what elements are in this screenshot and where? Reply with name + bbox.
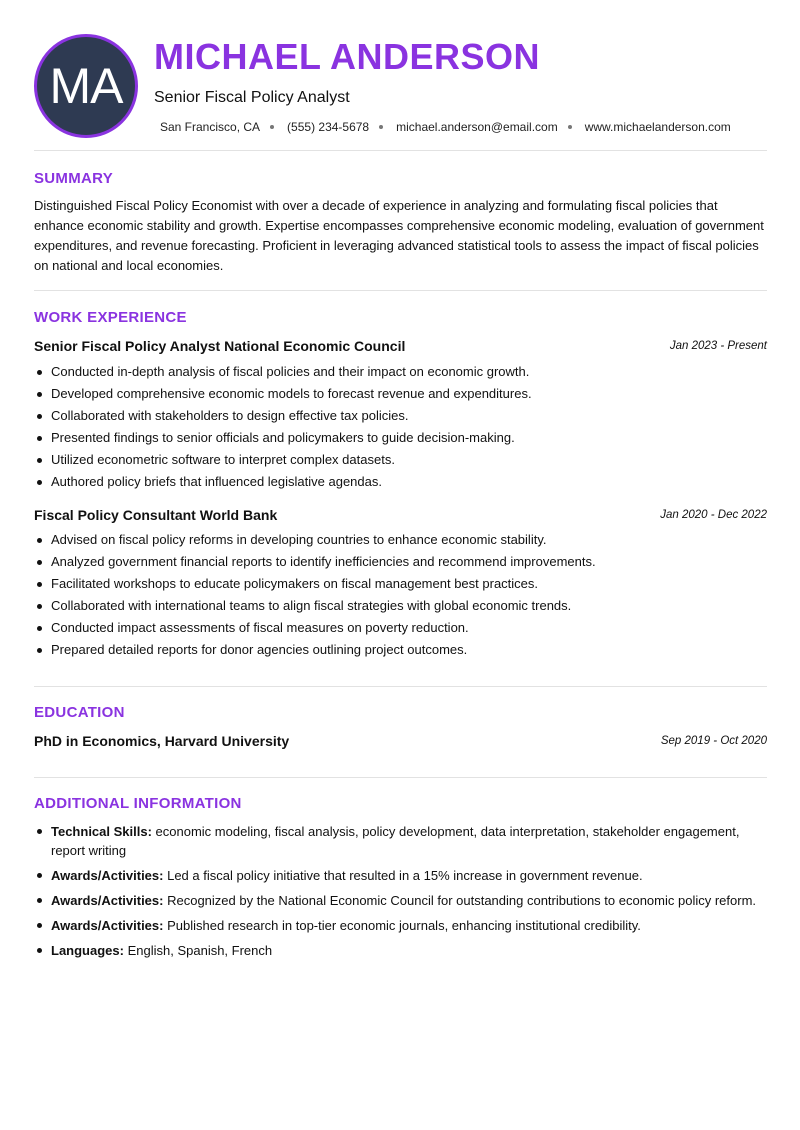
education-heading: EDUCATION: [34, 704, 125, 721]
job-bullets: [34, 363, 767, 495]
job-header: [34, 338, 767, 356]
section-divider: [34, 290, 767, 291]
list-item: Collaborated with stakeholders to design effective tax policies.: [34, 407, 767, 429]
list-item: Authored policy briefs that influenced legislative agendas.: [34, 473, 767, 495]
additional-list: [34, 822, 767, 966]
resume-header: [34, 34, 767, 138]
summary-text: Distinguished Fiscal Policy Economist with over a decade of experience in analyzing and formulating fiscal policies that enhance economic stability and growth. Expertise encompasses comprehensive economic modeling, evaluation of government expenditures, and revenue forecasting. Proficient in leveraging advanced statistical tools to assess the impact of fiscal policies on national and local economies.: [34, 198, 764, 273]
contact-phone: (555) 234-5678: [287, 120, 370, 134]
list-item: Facilitated workshops to educate policymakers on fiscal management best practices.: [34, 575, 767, 597]
contact-website[interactable]: www.michaelanderson.com: [584, 120, 731, 134]
list-item: [34, 822, 767, 860]
section-divider: [34, 777, 767, 778]
list-item: [34, 891, 767, 910]
list-item: [34, 941, 767, 960]
candidate-title: Senior Fiscal Policy Analyst: [154, 89, 350, 106]
item-text: economic modeling, fiscal analysis, policy development, data interpretation, stakeholder engagement, report writing: [51, 824, 740, 858]
job-dates: Jan 2023 - Present: [669, 340, 767, 352]
candidate-name: MICHAEL ANDERSON: [154, 36, 541, 77]
job-dates: Jan 2020 - Dec 2022: [660, 509, 767, 521]
separator-dot: [568, 125, 572, 129]
job-bullets: [34, 531, 767, 663]
item-label: Awards/Activities:: [51, 893, 164, 908]
contact-email[interactable]: michael.anderson@email.com: [396, 120, 558, 134]
list-item: Conducted in-depth analysis of fiscal policies and their impact on economic growth.: [34, 363, 767, 385]
education-entry: [34, 733, 767, 751]
job-header: [34, 507, 767, 525]
item-label: Technical Skills:: [51, 824, 152, 839]
item-label: Awards/Activities:: [51, 868, 164, 883]
list-item: Analyzed government financial reports to identify inefficiencies and recommend improvements.: [34, 553, 767, 575]
item-label: Languages:: [51, 943, 124, 958]
item-text: Published research in top-tier economic journals, enhancing institutional credibility.: [167, 918, 641, 933]
item-text: Recognized by the National Economic Council for outstanding contributions to economic policy reform.: [167, 893, 757, 908]
item-text: English, Spanish, French: [127, 943, 273, 958]
summary-heading: SUMMARY: [34, 170, 114, 187]
additional-heading: ADDITIONAL INFORMATION: [34, 795, 242, 812]
list-item: Advised on fiscal policy reforms in developing countries to enhance economic stability.: [34, 531, 767, 553]
experience-heading: WORK EXPERIENCE: [34, 309, 187, 326]
list-item: Collaborated with international teams to align fiscal strategies with global economic trends.: [34, 597, 767, 619]
section-divider: [34, 686, 767, 687]
job-role: Senior Fiscal Policy Analyst National Economic Council: [34, 338, 406, 354]
item-label: Awards/Activities:: [51, 918, 164, 933]
separator-dot: [379, 125, 383, 129]
section-divider: [34, 150, 767, 151]
education-degree: PhD in Economics, Harvard University: [34, 733, 290, 749]
contact-info: [160, 120, 731, 134]
item-text: Led a fiscal policy initiative that resulted in a 15% increase in government revenue.: [167, 868, 643, 883]
list-item: Utilized econometric software to interpret complex datasets.: [34, 451, 767, 473]
job-role: Fiscal Policy Consultant World Bank: [34, 507, 278, 523]
list-item: [34, 916, 767, 935]
separator-dot: [270, 125, 274, 129]
avatar: [34, 34, 138, 138]
list-item: Presented findings to senior officials and policymakers to guide decision-making.: [34, 429, 767, 451]
contact-location: San Francisco, CA: [160, 120, 261, 134]
list-item: Conducted impact assessments of fiscal measures on poverty reduction.: [34, 619, 767, 641]
list-item: Developed comprehensive economic models to forecast revenue and expenditures.: [34, 385, 767, 407]
list-item: [34, 866, 767, 885]
avatar-initials: MA: [49, 58, 123, 114]
list-item: Prepared detailed reports for donor agencies outlining project outcomes.: [34, 641, 767, 663]
education-dates: Sep 2019 - Oct 2020: [660, 735, 767, 747]
